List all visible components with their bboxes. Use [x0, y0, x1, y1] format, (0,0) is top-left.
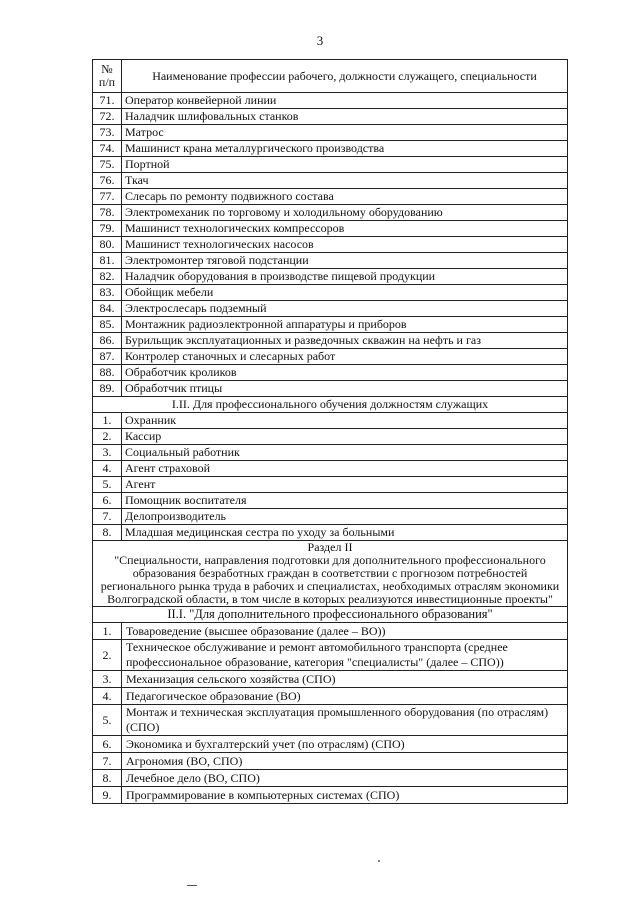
row-number: 81. — [93, 253, 122, 269]
table-row — [93, 493, 568, 509]
table-row — [93, 317, 568, 333]
table-row — [93, 787, 568, 804]
row-number: 86. — [93, 333, 122, 349]
table-row — [93, 285, 568, 301]
row-number: 83. — [93, 285, 122, 301]
section-21-body — [93, 623, 568, 804]
table-row — [93, 109, 568, 125]
row-name: Обработчик кроликов — [122, 365, 568, 381]
row-name: Электромеханик по торговому и холодильному оборудованию — [122, 205, 568, 221]
row-name: Наладчик оборудования в производстве пищевой продукции — [122, 269, 568, 285]
section-12 — [93, 397, 568, 413]
table-row — [93, 349, 568, 365]
table-header — [93, 60, 568, 93]
row-name: Механизация сельского хозяйства (СПО) — [122, 671, 568, 688]
table-row — [93, 445, 568, 461]
row-name: Машинист технологических насосов — [122, 237, 568, 253]
row-number: 87. — [93, 349, 122, 365]
table-row — [93, 125, 568, 141]
table-row — [93, 173, 568, 189]
row-number: 8. — [93, 525, 122, 541]
table-row — [93, 221, 568, 237]
row-number: 76. — [93, 173, 122, 189]
scan-speck — [378, 860, 380, 862]
row-number: 6. — [93, 736, 122, 753]
table-row — [93, 461, 568, 477]
razdel-title-row — [93, 541, 568, 607]
row-name: Машинист технологических компрессоров — [122, 221, 568, 237]
row-name: Электрослесарь подземный — [122, 301, 568, 317]
row-name: Агент страховой — [122, 461, 568, 477]
row-name: Техническое обслуживание и ремонт автомобильного транспорта (среднее профессиональное образование, категория "специалисты" (далее – СПО)) — [122, 640, 568, 671]
table-row — [93, 509, 568, 525]
row-name: Обработчик птицы — [122, 381, 568, 397]
row-name: Портной — [122, 157, 568, 173]
table-row — [93, 333, 568, 349]
table-row — [93, 157, 568, 173]
row-number: 80. — [93, 237, 122, 253]
table-row — [93, 301, 568, 317]
table-row — [93, 671, 568, 688]
row-name: Монтажник радиоэлектронной аппаратуры и приборов — [122, 317, 568, 333]
row-name: Товароведение (высшее образование (далее – ВО)) — [122, 623, 568, 640]
row-number: 84. — [93, 301, 122, 317]
row-number: 2. — [93, 429, 122, 445]
row-number: 3. — [93, 445, 122, 461]
row-number: 7. — [93, 753, 122, 770]
row-number: 79. — [93, 221, 122, 237]
row-number: 73. — [93, 125, 122, 141]
table-row — [93, 623, 568, 640]
razdel-text: "Специальности, направления подготовки для дополнительного профессионального образования безработных граждан в соответствии с прогнозом потребностей регионального рынка труда в рабочих и специалистах, необходимых отраслям экономики Волгоградской области, в том числе в которых реализуются инвестиционные проекты" — [100, 553, 560, 606]
scan-speck — [187, 885, 197, 886]
row-number: 78. — [93, 205, 122, 221]
table-row — [93, 253, 568, 269]
row-name: Программирование в компьютерных системах (СПО) — [122, 787, 568, 804]
table-row — [93, 477, 568, 493]
table-row — [93, 381, 568, 397]
row-name: Кассир — [122, 429, 568, 445]
row-name: Социальный работник — [122, 445, 568, 461]
section-12-body — [93, 413, 568, 541]
row-number: 72. — [93, 109, 122, 125]
row-number: 5. — [93, 705, 122, 736]
table-row — [93, 705, 568, 736]
row-number: 4. — [93, 688, 122, 705]
row-name: Педагогическое образование (ВО) — [122, 688, 568, 705]
table-row — [93, 753, 568, 770]
row-name: Агрономия (ВО, СПО) — [122, 753, 568, 770]
table-row — [93, 736, 568, 753]
table-row — [93, 525, 568, 541]
row-number: 75. — [93, 157, 122, 173]
row-name: Лечебное дело (ВО, СПО) — [122, 770, 568, 787]
row-name: Контролер станочных и слесарных работ — [122, 349, 568, 365]
row-number: 3. — [93, 671, 122, 688]
table-row — [93, 688, 568, 705]
header-num: № п/п — [93, 60, 122, 93]
table-row — [93, 269, 568, 285]
row-name: Обойщик мебели — [122, 285, 568, 301]
row-name: Монтаж и техническая эксплуатация промышленного оборудования (по отраслям) (СПО) — [122, 705, 568, 736]
table-row — [93, 640, 568, 671]
section-12-title: I.II. Для профессионального обучения должностям служащих — [93, 397, 568, 413]
table-row — [93, 237, 568, 253]
row-name: Бурильщик эксплуатационных и разведочных скважин на нефть и газ — [122, 333, 568, 349]
row-number: 4. — [93, 461, 122, 477]
row-name: Помощник воспитателя — [122, 493, 568, 509]
row-number: 88. — [93, 365, 122, 381]
table-row — [93, 365, 568, 381]
row-name: Матрос — [122, 125, 568, 141]
row-number: 6. — [93, 493, 122, 509]
row-name: Ткач — [122, 173, 568, 189]
table-row — [93, 429, 568, 445]
razdel-2 — [93, 541, 568, 623]
row-number: 1. — [93, 623, 122, 640]
row-number: 5. — [93, 477, 122, 493]
row-name: Слесарь по ремонту подвижного состава — [122, 189, 568, 205]
table-row — [93, 93, 568, 109]
row-name: Экономика и бухгалтерский учет (по отраслям) (СПО) — [122, 736, 568, 753]
row-number: 77. — [93, 189, 122, 205]
row-number: 82. — [93, 269, 122, 285]
section-21-title: II.I. "Для дополнительного профессионального образования" — [93, 607, 568, 623]
section-title-row — [93, 397, 568, 413]
table-row — [93, 770, 568, 787]
page-number: 3 — [316, 33, 324, 48]
table-row — [93, 141, 568, 157]
row-number: 9. — [93, 787, 122, 804]
row-number: 85. — [93, 317, 122, 333]
row-number: 7. — [93, 509, 122, 525]
professions-table — [92, 59, 568, 804]
part1-body — [93, 93, 568, 397]
header-name: Наименование профессии рабочего, должности служащего, специальности — [122, 60, 568, 93]
row-number: 1. — [93, 413, 122, 429]
table-row — [93, 189, 568, 205]
row-name: Делопроизводитель — [122, 509, 568, 525]
razdel-title: Раздел II — [307, 540, 353, 554]
row-number: 2. — [93, 640, 122, 671]
row-number: 71. — [93, 93, 122, 109]
row-name: Охранник — [122, 413, 568, 429]
table-row — [93, 205, 568, 221]
row-number: 8. — [93, 770, 122, 787]
row-name: Наладчик шлифовальных станков — [122, 109, 568, 125]
row-name: Младшая медицинская сестра по уходу за больными — [122, 525, 568, 541]
row-name: Машинист крана металлургического производства — [122, 141, 568, 157]
table-row — [93, 413, 568, 429]
row-number: 89. — [93, 381, 122, 397]
section-title-row — [93, 607, 568, 623]
row-name: Агент — [122, 477, 568, 493]
row-number: 74. — [93, 141, 122, 157]
row-name: Электромонтер тяговой подстанции — [122, 253, 568, 269]
row-name: Оператор конвейерной линии — [122, 93, 568, 109]
